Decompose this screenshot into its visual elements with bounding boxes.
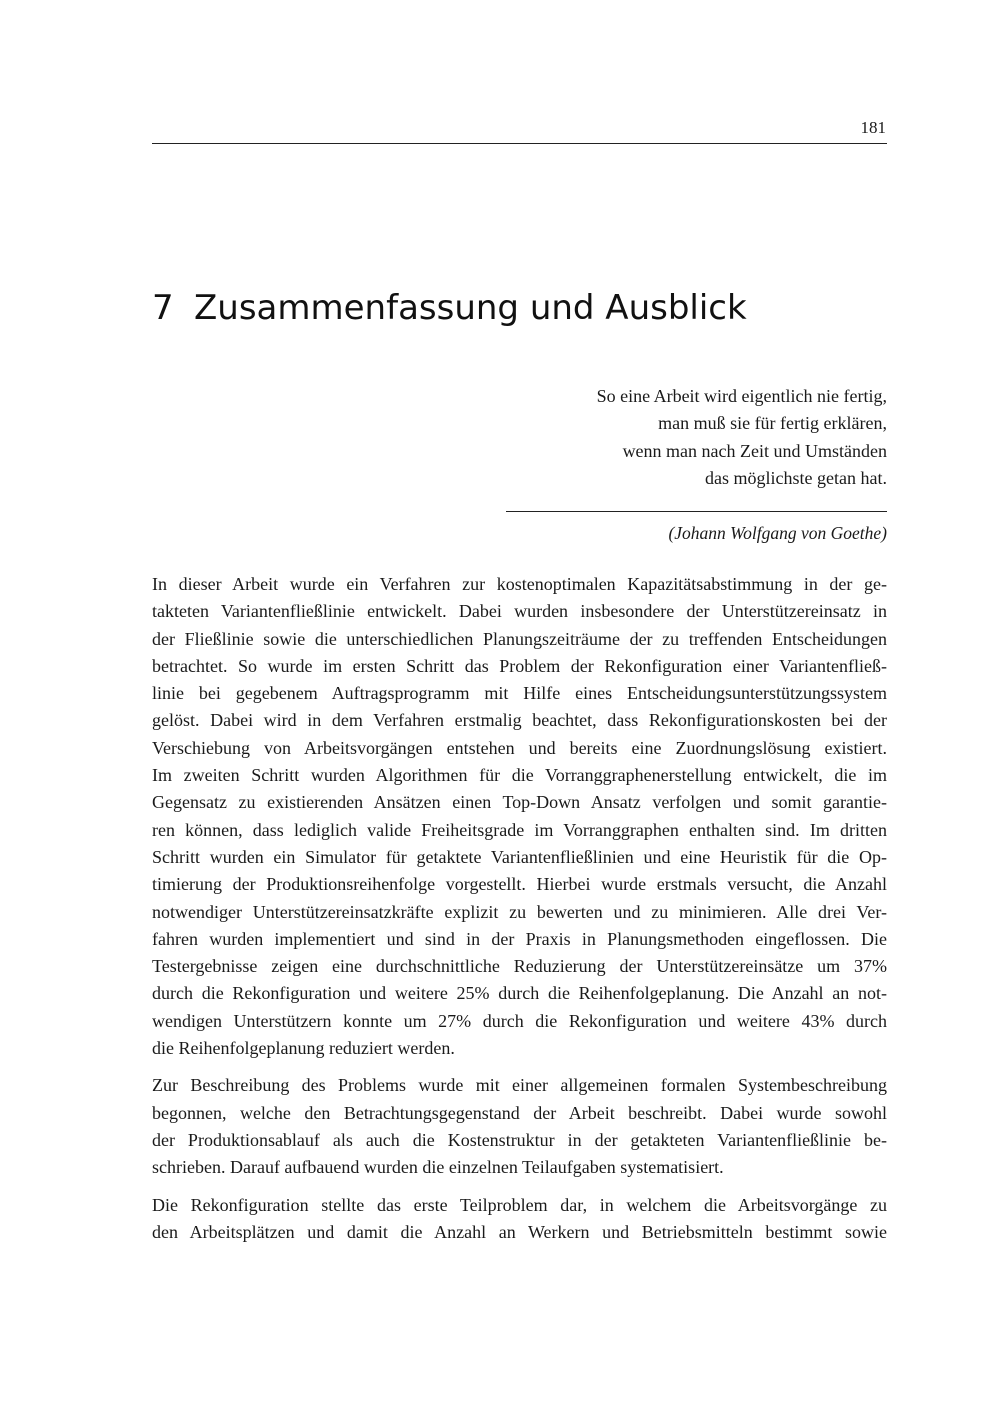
chapter-title: Zusammenfassung und Ausblick	[194, 288, 747, 328]
page-number: 181	[860, 118, 886, 137]
text-line: Die Rekonfiguration stellte das erste Teilproblem dar, in welchem die Arbeitsvorgänge zu	[152, 1194, 887, 1215]
chapter-number: 7	[152, 288, 174, 328]
text-line: Im zweiten Schritt wurden Algorithmen für die Vorranggraphenerstellung entwickelt, die im	[152, 765, 887, 786]
epigraph-quote	[486, 383, 887, 492]
text-line: Gegensatz zu existierenden Ansätzen einen Top-Down Ansatz verfolgen und somit garantie-	[152, 792, 887, 813]
text-line: der Fließlinie sowie die unterschiedlichen Planungszeiträume der zu treffenden Entscheidungen	[152, 628, 887, 649]
text-line: ren können, dass lediglich valide Freiheitsgrade im Vorranggraphen enthalten sind. Im dritten	[152, 819, 887, 840]
text-line: timierung der Produktionsreihenfolge vorgestellt. Hierbei wurde erstmals versucht, die Anzahl	[152, 874, 887, 895]
epigraph-line: man muß sie für fertig erklären,	[658, 413, 887, 434]
header-rule	[152, 143, 887, 144]
text-line: wendigen Unterstützern konnte um 27% durch die Rekonfiguration und weitere 43% durch	[152, 1010, 887, 1031]
epigraph-rule	[506, 511, 887, 512]
text-line: der Produktionsablauf als auch die Kostenstruktur in der getakteten Variantenfließlinie be-	[152, 1129, 887, 1150]
chapter-heading	[152, 286, 887, 330]
epigraph-line: So eine Arbeit wird eigentlich nie fertig,	[596, 386, 887, 406]
text-line: takteten Variantenfließlinie entwickelt. Dabei wurden insbesondere der Unterstützereinsatz in	[152, 601, 887, 622]
text-line: Verschiebung von Arbeitsvorgängen entstehen und bereits eine Zuordnungslösung existiert.	[152, 737, 887, 758]
body-paragraph	[152, 1072, 887, 1181]
text-line: begonnen, welche den Betrachtungsgegenstand der Arbeit beschreibt. Dabei wurde sowohl	[152, 1102, 887, 1123]
text-line: In dieser Arbeit wurde ein Verfahren zur kostenoptimalen Kapazitätsabstimmung in der ge-	[152, 574, 887, 594]
text-line: Testergebnisse zeigen eine durchschnittliche Reduzierung der Unterstützereinsätze um 37%	[152, 956, 887, 977]
epigraph-line: das möglichste getan hat.	[705, 467, 887, 488]
text-line: schrieben. Darauf aufbauend wurden die einzelnen Teilaufgaben systematisiert.	[152, 1157, 724, 1178]
epigraph-line: wenn man nach Zeit und Umständen	[622, 440, 887, 461]
text-line: gelöst. Dabei wird in dem Verfahren erstmalig beachtet, dass Rekonfigurationskosten bei der	[152, 710, 887, 731]
text-line: Zur Beschreibung des Problems wurde mit einer allgemeinen formalen Systembeschreibung	[152, 1075, 887, 1096]
body-paragraph	[152, 571, 887, 1062]
text-line: fahren wurden implementiert und sind in der Praxis in Planungsmethoden eingeflossen. Die	[152, 928, 887, 949]
epigraph-source: (Johann Wolfgang von Goethe)	[668, 523, 887, 543]
body-paragraph	[152, 1192, 887, 1247]
body-text	[152, 571, 887, 1256]
text-line: Schritt wurden ein Simulator für getaktete Variantenfließlinien und eine Heuristik für die Op-	[152, 846, 887, 867]
text-line: linie bei gegebenem Auftragsprogramm mit Hilfe eines Entscheidungsunterstützungssystem	[152, 683, 887, 704]
text-line: den Arbeitsplätzen und damit die Anzahl an Werkern und Betriebsmitteln bestimmt sowie	[152, 1221, 887, 1242]
text-line: notwendiger Unterstützereinsatzkräfte explizit zu bewerten und zu minimieren. Alle drei Ver-	[152, 901, 887, 922]
text-line: durch die Rekonfiguration und weitere 25% durch die Reihenfolgeplanung. Die Anzahl an not-	[152, 983, 887, 1004]
text-line: betrachtet. So wurde im ersten Schritt das Problem der Rekonfiguration einer Variantenfließ-	[152, 655, 887, 676]
text-line: die Reihenfolgeplanung reduziert werden.	[152, 1038, 455, 1059]
